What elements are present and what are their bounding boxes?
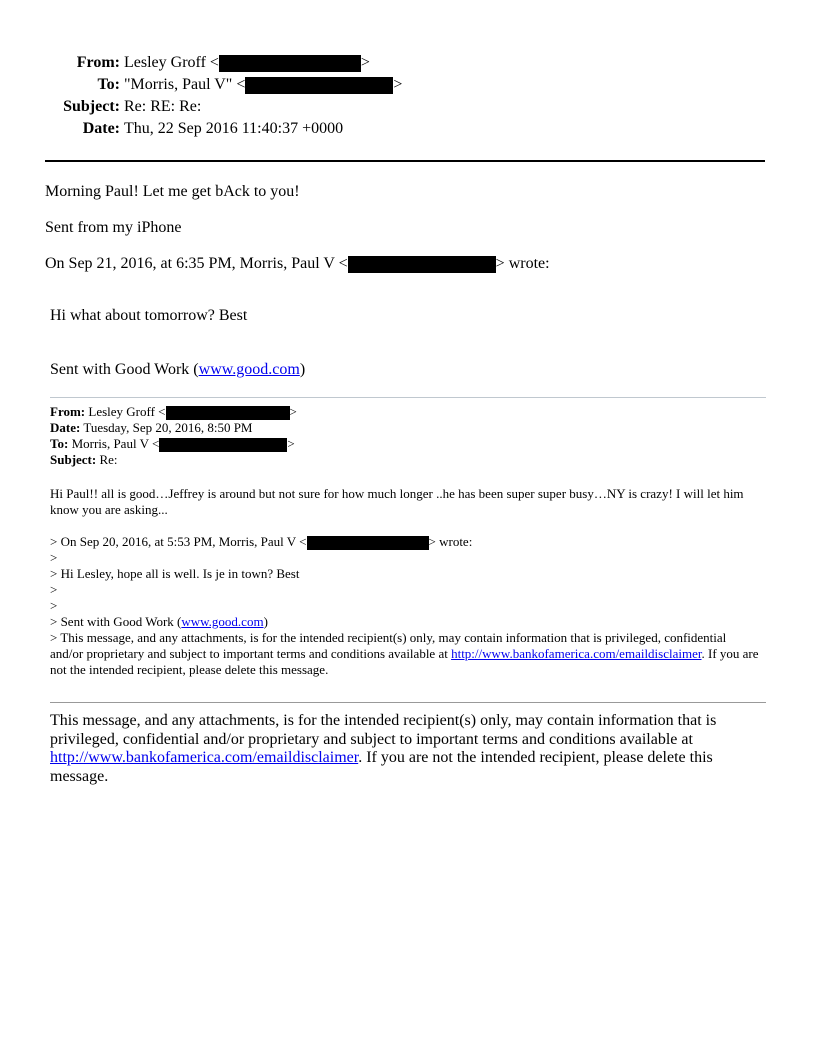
disclaimer-link[interactable]: http://www.bankofamerica.com/emaildisclaimer: [451, 646, 702, 661]
subject-value: Re: RE: Re:: [124, 98, 202, 115]
q2-blank: >: [50, 598, 58, 613]
q2-body: Hi Paul!! all is good…Jeffrey is around but not sure for how much longer ..he has been super super busy…NY is crazy! I will let him know you are asking...: [50, 486, 744, 517]
header-divider: [45, 160, 765, 162]
footer-divider: [50, 702, 766, 703]
good-link[interactable]: www.good.com: [181, 614, 264, 629]
message-greeting: Morning Paul! Let me get bAck to you!: [45, 183, 300, 200]
quote-divider: [50, 397, 766, 398]
q2-to: To: Morris, Paul V < >: [50, 436, 295, 451]
quoted-sent-with: Sent with Good Work (www.good.com): [50, 361, 306, 378]
from-value: Lesley Groff < >: [124, 54, 370, 71]
footer-disclaimer: This message, and any attachments, is for the intended recipient(s) only, may contain information that is privileged, confidential and/or proprietary and subject to important terms and conditions available at http://www.bankofamerica.com/emaildisclaimer. If you are not the intended recipient, please delete this message.: [50, 712, 717, 785]
q2-from: From: Lesley Groff < >: [50, 404, 297, 419]
redacted-block: [166, 406, 290, 420]
subject-label: Subject:: [63, 98, 120, 115]
q2-quote-line: > Hi Lesley, hope all is well. Is je in town? Best: [50, 566, 300, 581]
good-link[interactable]: www.good.com: [198, 361, 300, 378]
q2-sent-with: > Sent with Good Work (www.good.com): [50, 614, 268, 629]
redacted-block: [159, 438, 287, 452]
redacted-block: [307, 536, 429, 550]
disclaimer-link[interactable]: http://www.bankofamerica.com/emaildisclaimer: [50, 749, 359, 766]
q2-blank: >: [50, 582, 58, 597]
q2-disclaimer: > This message, and any attachments, is for the intended recipient(s) only, may contain information that is privileged, confidential and/or proprietary and subject to important terms and conditions available at http://www.bankofamerica.com/emaildisclaimer. If you are not the intended recipient, please delete this message.: [50, 630, 759, 677]
q2-quote-intro: > On Sep 20, 2016, at 5:53 PM, Morris, Paul V < > wrote:: [50, 534, 473, 549]
date-label: Date:: [82, 120, 120, 137]
to-label: To:: [97, 76, 120, 93]
redacted-block: [219, 55, 361, 72]
quoted-body: Hi what about tomorrow? Best: [50, 307, 248, 324]
to-value: "Morris, Paul V" < >: [124, 76, 403, 93]
redacted-block: [245, 77, 393, 94]
quote-intro: On Sep 21, 2016, at 6:35 PM, Morris, Paul V < > wrote:: [45, 255, 550, 272]
redacted-block: [348, 256, 496, 273]
message-sent-from: Sent from my iPhone: [45, 219, 182, 236]
q2-subject: Subject: Re:: [50, 452, 118, 467]
date-value: Thu, 22 Sep 2016 11:40:37 +0000: [124, 120, 344, 137]
from-label: From:: [76, 54, 120, 71]
q2-blank: >: [50, 550, 58, 565]
q2-date: Date: Tuesday, Sep 20, 2016, 8:50 PM: [50, 420, 253, 435]
